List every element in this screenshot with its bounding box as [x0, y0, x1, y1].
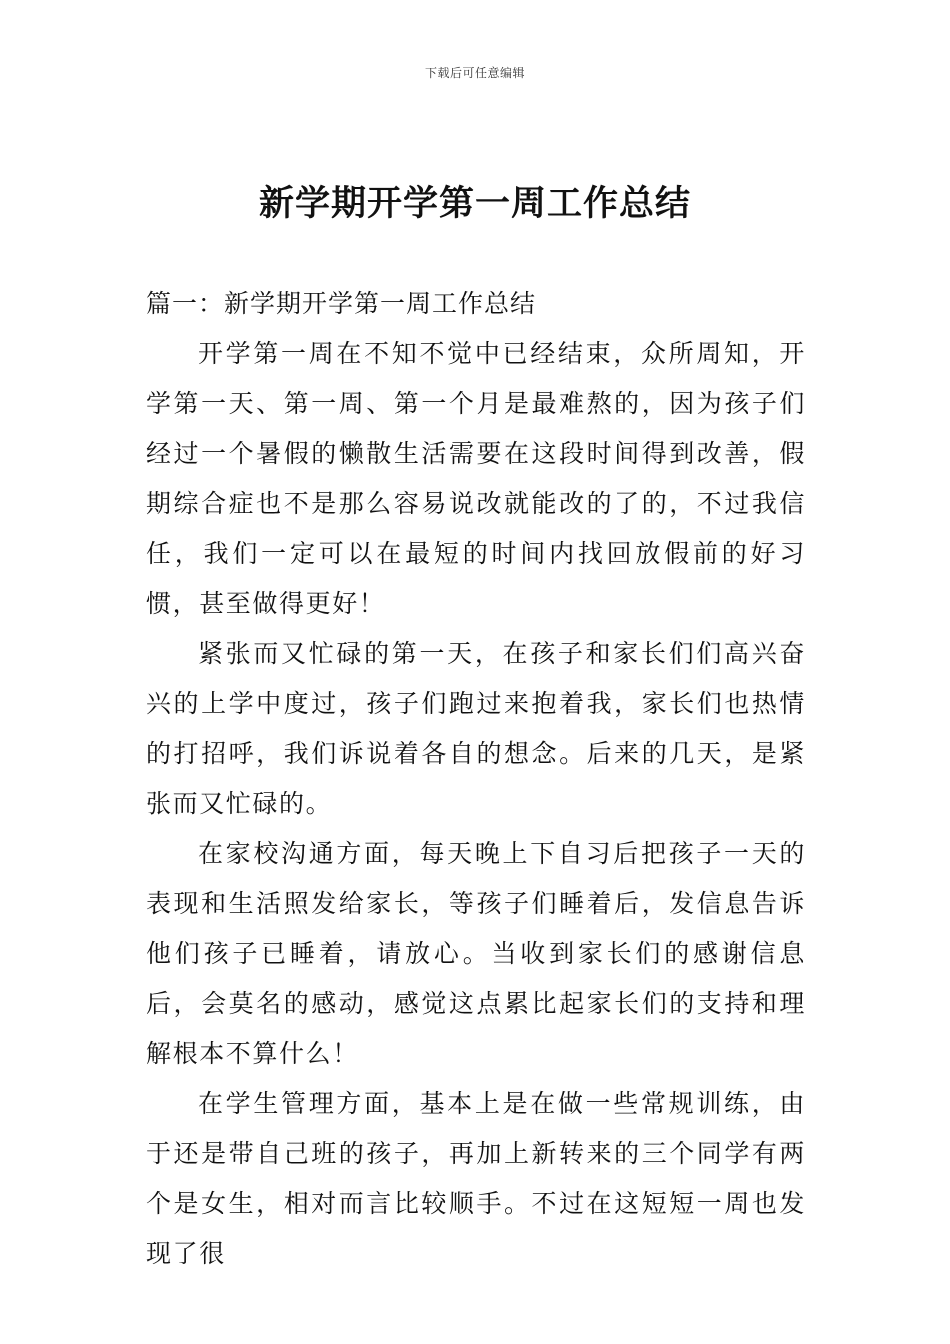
header-note: 下载后可任意编辑 [424, 66, 525, 80]
body-paragraph: 在家校沟通方面，每天晚上下自习后把孩子一天的表现和生活照发给家长，等孩子们睡着后，发信息告诉他们孩子已睡着，请放心。当收到家长们的感谢信息后，会莫名的感动，感觉这点累比起家长们的支持和理解根本不算什么！ [146, 839, 806, 1068]
document-body [146, 279, 806, 1279]
document-title: 新学期开学第一周工作总结 [258, 184, 691, 224]
body-paragraph: 紧张而又忙碌的第一天，在孩子和家长们们高兴奋兴的上学中度过，孩子们跑过来抱着我，家长们也热情的打招呼，我们诉说着各自的想念。后来的几天，是紧张而又忙碌的。 [146, 639, 806, 818]
section-heading: 篇一：新学期开学第一周工作总结 [146, 289, 537, 318]
body-paragraph: 在学生管理方面，基本上是在做一些常规训练，由于还是带自己班的孩子，再加上新转来的三个同学有两个是女生，相对而言比较顺手。不过在这短短一周也发现了很 [146, 1089, 806, 1268]
body-paragraph: 开学第一周在不知不觉中已经结束，众所周知，开学第一天、第一周、第一个月是最难熬的，因为孩子们经过一个暑假的懒散生活需要在这段时间得到改善，假期综合症也不是那么容易说改就能改的了的，不过我信任，我们一定可以在最短的时间内找回放假前的好习惯，甚至做得更好！ [146, 339, 806, 618]
